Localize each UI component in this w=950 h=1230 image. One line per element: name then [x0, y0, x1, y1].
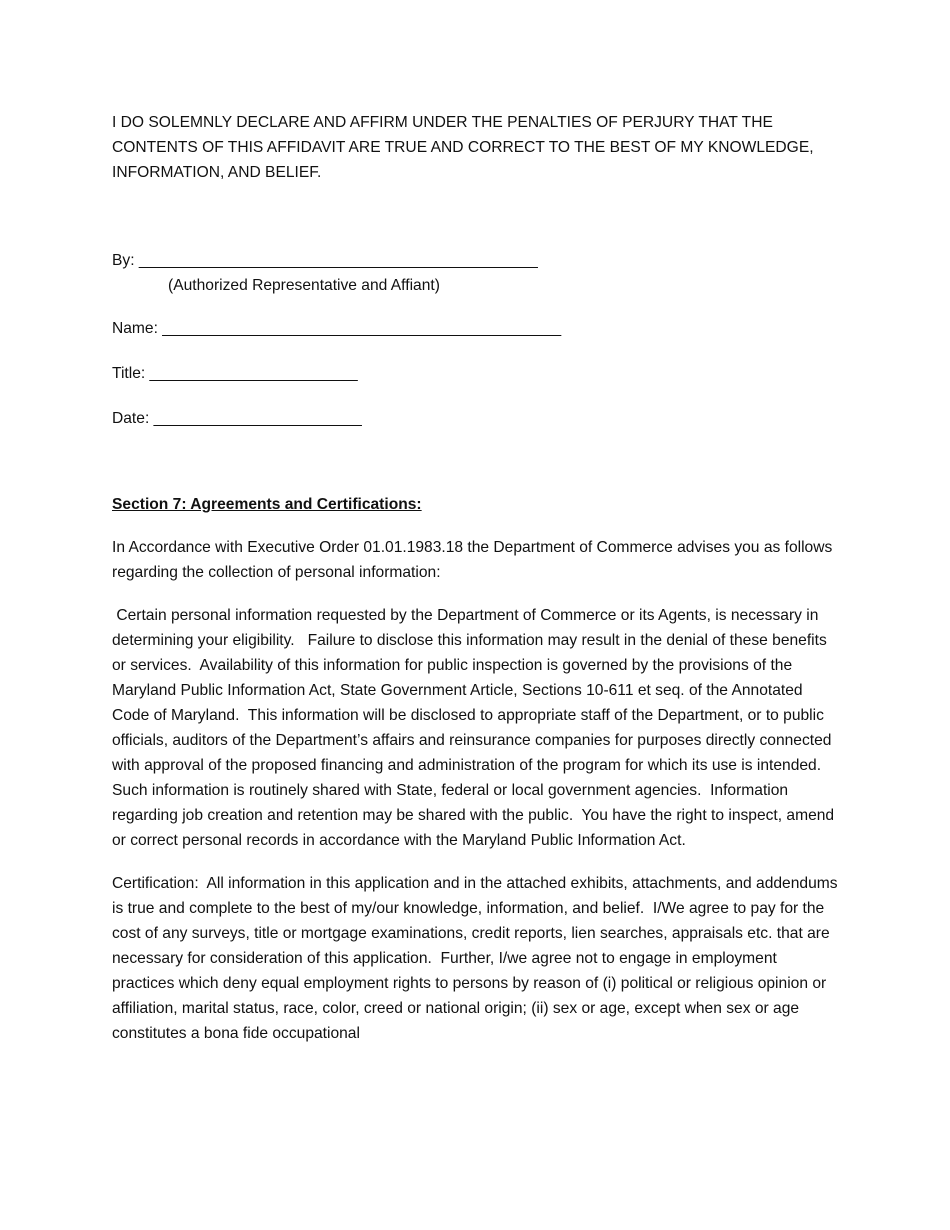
document-page [112, 110, 842, 1064]
section-heading: Section 7: Agreements and Certifications: [112, 496, 422, 513]
signature-by-caption: (Authorized Representative and Affiant) [168, 277, 440, 294]
signature-block [112, 248, 842, 431]
signature-by-line: By: ______________________________________________ [112, 252, 538, 269]
affidavit-affirmation: I DO SOLEMNLY DECLARE AND AFFIRM UNDER THE PENALTIES OF PERJURY THAT THE CONTENTS OF THIS AFFIDAVIT ARE TRUE AND CORRECT TO THE BEST OF MY KNOWLEDGE, INFORMATION, AND BELIEF. [112, 114, 814, 181]
signature-date-line: Date: ________________________ [112, 410, 362, 427]
privacy-notice-paragraph: Certain personal information requested by the Department of Commerce or its Agents, is necessary in determining your eligibility. Failure to disclose this information may result in the denial of these benefits or services. Availability of this information for public inspection is governed by the provisions of the Maryland Public Information Act, State Government Article, Sections 10-611 et seq. of the Annotated Code of Maryland. This information will be disclosed to appropriate staff of the Department, or to public officials, auditors of the Department’s affairs and reinsurance companies for purposes directly connected with approval of the proposed financing and administration of the program for which its use is intended. Such information is routinely shared with State, federal or local government agencies. Information regarding job creation and retention may be shared with the public. You have the right to inspect, amend or correct personal records in accordance with the Maryland Public Information Act. [112, 607, 839, 849]
signature-title-line: Title: ________________________ [112, 365, 358, 382]
signature-name-line: Name: ______________________________________________ [112, 320, 562, 337]
certification-paragraph: Certification: All information in this application and in the attached exhibits, attachments, and addendums is true and complete to the best of my/our knowledge, information, and belief. I/We agree to pay for the cost of any surveys, title or mortgage examinations, credit reports, lien searches, appraisals etc. that are necessary for consideration of this application. Further, I/we agree not to engage in employment practices which deny equal employment rights to persons by reason of (i) political or religious opinion or affiliation, marital status, race, color, creed or national origin; (ii) sex or age, except when sex or age constitutes a bona fide occupational [112, 875, 842, 1042]
executive-order-intro: In Accordance with Executive Order 01.01.1983.18 the Department of Commerce advises you as follows regarding the collection of personal information: [112, 539, 833, 581]
